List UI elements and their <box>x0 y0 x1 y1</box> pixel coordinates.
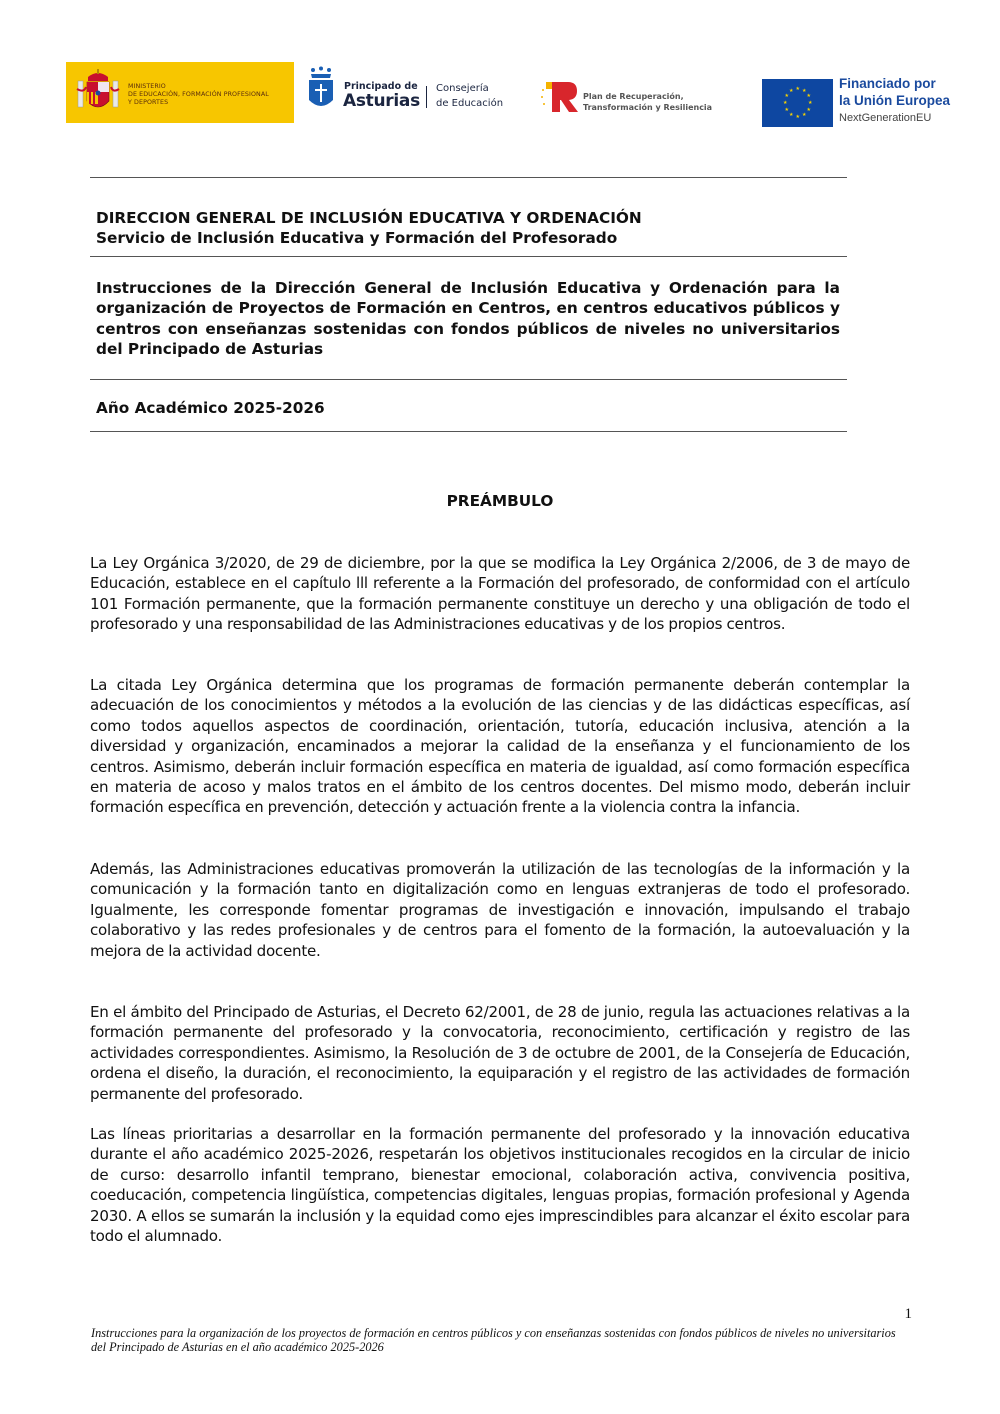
svg-text:★: ★ <box>789 88 794 94</box>
principado-asturias-logo <box>308 66 528 121</box>
asturias-logo-line-2: Asturias <box>343 91 420 111</box>
svg-text:★: ★ <box>795 86 800 92</box>
academic-year: Año Académico 2025-2026 <box>96 399 325 417</box>
svg-text:★: ★ <box>806 93 811 99</box>
section-heading-preambulo: PREÁMBULO <box>446 492 554 510</box>
org-subheading: Servicio de Inclusión Educativa y Formación del Profesorado <box>96 229 618 247</box>
consejeria-line-1: Consejería <box>436 83 489 94</box>
logo-separator <box>426 86 427 108</box>
asturias-shield-icon <box>308 66 334 112</box>
svg-text:★: ★ <box>783 100 788 106</box>
divider <box>90 431 847 432</box>
paragraph: La Ley Orgánica 3/2020, de 29 de diciembre, por la que se modifica la Ley Orgánica 2/2006, de 3 de mayo de Educación, establece en el capítulo lll referente a la Formación del profesorado, de conformidad con el artículo 101 Formación permanente, que la formación permanente constituye un derecho y una obligación de todo el profesorado y una responsabilidad de las Administraciones educativas y de los propios centros. <box>90 554 910 634</box>
eu-logo-line-1: Financiado por <box>839 76 936 91</box>
paragraph: Las líneas prioritarias a desarrollar en la formación permanente del profesorado y la innovación educativa durante el año académico 2025-2026, respetarán los objetivos institucionales recogidos en la circular de inicio de curso: desarrollo infantil temprano, bienestar emocional, colaboración activa, convivencia positiva, coeducación, competencia lingüística, competencias digitales, lenguas propias, formación profesional y Agenda 2030. A ellos se sumarán la inclusión y la equidad como ejes imprescindibles para alcanzar el éxito escolar para todo el alumnado. <box>90 1125 910 1246</box>
plan-recuperacion-logo <box>540 80 740 116</box>
eu-next-generation-logo <box>762 76 972 128</box>
svg-text:★: ★ <box>806 107 811 113</box>
eu-logo-line-2: la Unión Europea <box>839 93 951 108</box>
header-logo-bar <box>66 62 966 126</box>
prtr-tr-icon <box>540 80 580 114</box>
spanish-coat-of-arms-icon <box>76 69 120 115</box>
org-heading: DIRECCION GENERAL DE INCLUSIÓN EDUCATIVA Y ORDENACIÓN <box>96 209 642 227</box>
ministerio-line-1: MINISTERIO <box>128 83 166 90</box>
svg-text:★: ★ <box>802 88 807 94</box>
ministerio-line-2: DE EDUCACIÓN, FORMACIÓN PROFESIONAL <box>128 91 269 99</box>
ministerio-logo <box>66 62 294 123</box>
ministerio-logo-text <box>128 83 269 108</box>
svg-text:★: ★ <box>808 100 813 106</box>
paragraph: En el ámbito del Principado de Asturias, el Decreto 62/2001, de 28 de junio, regula las actuaciones relativas a la formación permanente del profesorado y la convocatoria, reconocimiento, certificación y registro de las actividades correspondientes. Asimismo, la Resolución de 3 de octubre de 2001, de la Consejería de Educación, ordena el diseño, la duración, el reconocimiento, la equiparación y el registro de las actividades de formación permanente del profesorado. <box>90 1003 910 1103</box>
page-number: 1 <box>904 1306 912 1322</box>
eu-logo-line-3: NextGenerationEU <box>839 112 932 124</box>
asturias-logo-line-1: Principado de <box>344 81 418 92</box>
prtr-line-1: Plan de Recuperación, <box>583 92 684 101</box>
prtr-line-2: Transformación y Resiliencia <box>583 103 713 112</box>
svg-text:★: ★ <box>795 114 800 120</box>
divider <box>90 256 847 257</box>
svg-text:★: ★ <box>802 112 807 118</box>
page-footer: Instrucciones para la organización de los proyectos de formación en centros públicos y con enseñanzas sostenidas con fondos públicos de niveles no universitarios del Principado de Asturias en el año académico 2025-2026 <box>91 1326 896 1354</box>
svg-text:★: ★ <box>784 93 789 99</box>
svg-text:★: ★ <box>789 112 794 118</box>
org-heading-block <box>96 208 642 248</box>
consejeria-line-2: de Educación <box>436 98 504 109</box>
document-title: Instrucciones de la Dirección General de Inclusión Educativa y Ordenación para la organización de Proyectos de Formación en Centros, en centros educativos públicos y centros con enseñanzas sostenidas con fondos públicos de niveles no universitarios del Principado de Asturias <box>96 279 840 358</box>
divider <box>90 177 847 178</box>
divider <box>90 379 847 380</box>
eu-flag-icon <box>762 79 833 127</box>
paragraph: La citada Ley Orgánica determina que los programas de formación permanente deberán contemplar la adecuación de los conocimientos y métodos a la evolución de las ciencias y de las didácticas específicas, así como todos aquellos aspectos de coordinación, orientación, tutoría, educación inclusiva, atención a la diversidad y organización, encaminados a mejorar la calidad de la enseñanza y el funcionamiento de los centros. Asimismo, deberán incluir formación específica en materia de igualdad, así como formación específica en materia de acoso y malos tratos en el ámbito de los centros docentes. Del mismo modo, deberán incluir formación específica en prevención, detección y actuación frente a la violencia contra la infancia. <box>90 676 910 817</box>
svg-text:★: ★ <box>784 107 789 113</box>
paragraph: Además, las Administraciones educativas promoverán la utilización de las tecnologías de la información y la comunicación y la formación tanto en digitalización como en lenguas extranjeras de todo el profesorado. Igualmente, les corresponde fomentar programas de investigación e innovación, impulsando el trabajo colaborativo y las redes profesionales y de centros para el fomento de la formación, la autoevaluación y la mejora de la actividad docente. <box>90 860 910 960</box>
ministerio-line-3: Y DEPORTES <box>128 99 169 107</box>
